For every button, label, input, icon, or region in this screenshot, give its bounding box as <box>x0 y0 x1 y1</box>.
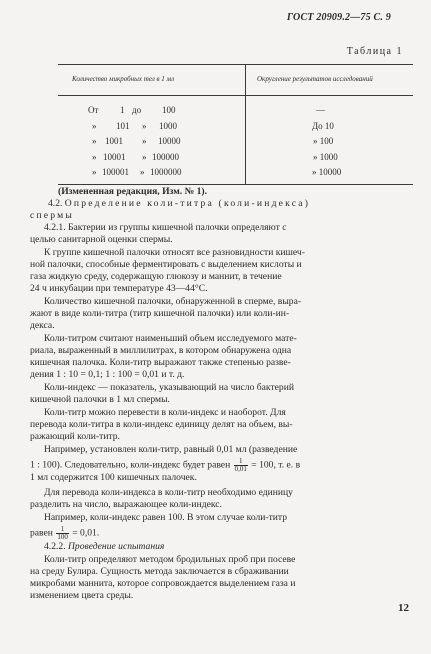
paragraph-line: ной палочки, способные ферментировать с выделением кислоты и <box>30 259 302 270</box>
section-4-2-heading: 4.2. Определение коли-титра (коли-индекса) <box>48 198 311 209</box>
paragraph-line: микробами маннита, которое сопровождается выделением газа и <box>30 578 296 589</box>
paragraph-line: декса. <box>30 320 55 331</box>
table-header-rule <box>58 95 413 96</box>
edition-note: (Измененная редакция, Изм. № 1). <box>58 186 208 197</box>
paragraph-line: кишечная палочка. Коли-титр выражают также степенью разве- <box>30 357 291 368</box>
fraction: $\frac{1}{0,01}$ <box>234 457 247 473</box>
paragraph-line: Коли-титр определяют методом бродильных проб при посеве <box>44 554 296 565</box>
page-number: 12 <box>398 602 409 614</box>
paragraph-line: Для перевода коли-индекса в коли-титр необходимо единицу <box>44 487 293 498</box>
table-col2-header: Округление результатов исследований <box>257 75 373 83</box>
paragraph-line: Коли-титр можно перевести в коли-индекс и наоборот. Для <box>44 407 286 418</box>
paragraph-line: на среду Булира. Сущность метода заключается в сбраживании <box>30 566 289 577</box>
paragraph-line: 4.2.1. Бактерии из группы кишечной палочки определяют с <box>44 222 287 233</box>
paragraph-line: разделить на число, выражающее коли-индекс. <box>30 499 222 510</box>
table-bottom-rule <box>58 184 413 185</box>
table-column-divider <box>245 64 246 184</box>
paragraph-line-with-fraction: равен $\frac{1}{100}$ = 0,01. <box>30 525 100 541</box>
paragraph-line: К группе кишечной палочки относят все разновидности кишеч- <box>44 247 305 258</box>
paragraph-line-with-fraction: 1 : 100). Следовательно, коли-индекс будет равен $\frac{1}{0,01}$ = 100, т. е. в <box>30 457 301 473</box>
paragraph-line: 24 ч инкубации при температуре 43—44°С. <box>30 283 208 294</box>
paragraph-line: дения 1 : 10 = 0,1; 1 : 100 = 0,01 и т. д. <box>30 369 185 380</box>
paragraph-line: целью санитарной оценки спермы. <box>30 234 173 245</box>
table-top-rule <box>58 64 413 65</box>
paragraph-line: кишечной палочки в 1 мл спермы. <box>30 394 170 405</box>
standard-header: ГОСТ 20909.2—75 С. 9 <box>286 12 391 23</box>
paragraph-line: газа жидкую среду, содержащую глюкозу и маннит, в течение <box>30 271 282 282</box>
paragraph-line: Коли-индекс — показатель, указывающий на число бактерий <box>44 382 294 393</box>
section-4-2-heading-cont: спермы <box>30 210 75 221</box>
paragraph-line: изменением цвета среды. <box>30 590 134 601</box>
fraction: $\frac{1}{100}$ <box>57 525 68 541</box>
paragraph-line: Например, установлен коли-титр, равный 0,01 мл (разведение <box>44 444 298 455</box>
document-page: ГОСТ 20909.2—75 С. 9 Таблица 1 Количество микробных тел в 1 мл Округление результатов исследований От 1 до 100 — » 101 » 1000 До 10 » 1001 » 10000 » 100 » 10001 » 100000 » 1000 » 100001 » 1000000 » 10000 (Измененная редакция, Изм. № 1). 4.2. Определение коли-титра (коли-индекса) спермы 4.2.1. Бактерии из группы кишечной палочки определяют с целью санитарной оценки спермы. К группе кишечной палочки относят все разновидности кишеч- ной палочки, способные ферментировать с выделением кислоты и газа жидкую среду, содержащую глюкозу и маннит, в течение 24 ч инкубации при температуре 43—44°С. Количество кишечной палочки, обнаруженной в сперме, выра- жают в виде коли-титра (титр кишечной палочки) или коли-ин- декса. Коли-титром считают наименьший объем исследуемого мате- риала, выраженный в миллилитрах, в котором обнаружена одна кишечная палочка. Коли-титр выражают также степенью разве- дения 1 : 10 = 0,1; 1 : 100 = 0,01 и т. д. Коли-индекс — показатель, указывающий на число бактерий кишечной палочки в 1 мл спермы. Коли-титр можно перевести в коли-индекс и наоборот. Для перевода коли-титра в коли-индекс единицу делят на объем, вы- ражающий коли-титр. Например, установлен коли-титр, равный 0,01 мл (разведение 1 : 100). Следовательно, коли-индекс будет равен $\frac{1}{0,01}$ = 100, т. е. в 1 мл содержится 100 кишечных палочек. Для перевода коли-индекса в коли-титр необходимо единицу разделить на число, выражающее коли-индекс. Например, коли-индекс равен 100. В этом случае коли-титр равен $\frac{1}{100}$ = 0,01. 4.2.2. Проведение испытания Коли-титр определяют методом бродильных проб при посеве на среду Булира. Сущность метода заключается в сбраживании микробами маннита, которое сопровождается выделением газа и изменением цвета среды. 12 <box>0 0 431 654</box>
section-4-2-2-heading: 4.2.2. Проведение испытания <box>44 541 165 552</box>
paragraph-line: Количество кишечной палочки, обнаруженной в сперме, выра- <box>44 296 302 307</box>
table-col1-header: Количество микробных тел в 1 мл <box>72 75 175 83</box>
table-caption: Таблица 1 <box>346 46 403 57</box>
paragraph-line: 1 мл содержится 100 кишечных палочек. <box>30 472 197 483</box>
paragraph-line: перевода коли-титра в коли-индекс единицу делят на объем, вы- <box>30 419 293 430</box>
paragraph-line: Коли-титром считают наименьший объем исследуемого мате- <box>44 333 297 344</box>
paragraph-line: Например, коли-индекс равен 100. В этом случае коли-титр <box>44 512 288 523</box>
paragraph-line: жают в виде коли-титра (титр кишечной палочки) или коли-ин- <box>30 308 290 319</box>
paragraph-line: риала, выраженный в миллилитрах, в котором обнаружена одна <box>30 345 292 356</box>
paragraph-line: ражающий коли-титр. <box>30 431 120 442</box>
